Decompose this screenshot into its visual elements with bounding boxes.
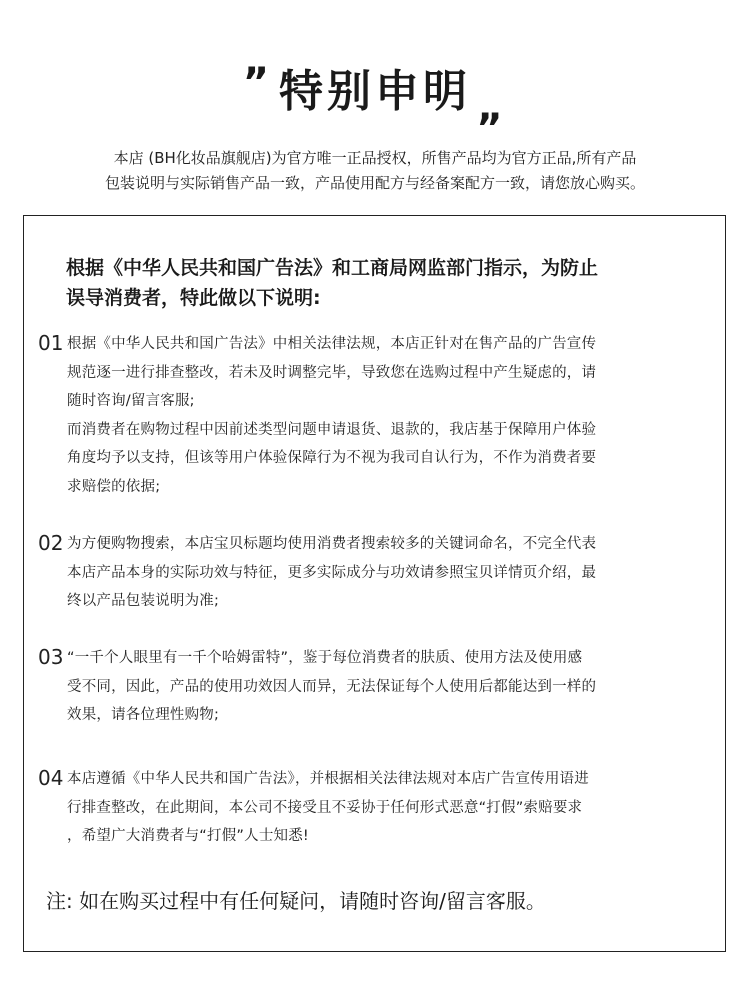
section-line: 效果，请各位理性购物; (67, 707, 220, 723)
section-line: 本店产品本身的实际功效与特征，更多实际成分与功效请参照宝贝详情页介绍，最 (67, 564, 597, 581)
section-number: 02 (38, 531, 64, 555)
section-04 (38, 765, 698, 851)
page-title (0, 48, 750, 142)
section-line: ，希望广大消费者与“打假”人士知悉! (67, 828, 309, 844)
section-line: 而消费者在购物过程中因前述类型问题申请退货、退款的，我店基于保障用户体验 (67, 421, 597, 438)
section-number: 03 (38, 645, 64, 669)
section-body (67, 644, 698, 730)
section-01 (38, 330, 698, 501)
footer-note: 注: 如在购买过程中有任何疑问，请随时咨询/留言客服。 (46, 889, 546, 913)
heading-line: 根据《中华人民共和国广告法》和工商局网监部门指示，为防止 (66, 257, 599, 279)
section-number: 04 (38, 766, 64, 790)
section-line: 求赔偿的依据; (67, 478, 161, 495)
section-line: 终以产品包装说明为准; (67, 593, 220, 609)
section-03 (38, 644, 698, 730)
section-line: 规范逐一进行排查整改，若未及时调整完毕，导致您在选购过程中产生疑虑的，请 (67, 364, 597, 381)
intro-line: 本店 (BH化妆品旗舰店)为官方唯一正品授权，所售产品均为官方正品,所有产品 (113, 149, 637, 167)
section-line: 为方便购物搜索，本店宝贝标题均使用消费者搜索较多的关键词命名，不完全代表 (67, 536, 597, 552)
statement-heading (66, 253, 706, 313)
section-body (67, 530, 698, 616)
intro-line: 包装说明与实际销售产品一致，产品使用配方与经备案配方一致，请您放心购买。 (104, 174, 645, 192)
intro-statement (40, 146, 710, 196)
section-line: 受不同，因此，产品的使用功效因人而异，无法保证每个人使用后都能达到一样的 (67, 678, 597, 695)
heading-line: 误导消费者，特此做以下说明: (66, 287, 321, 309)
section-body (67, 765, 698, 851)
section-line: “一千个人眼里有一千个哈姆雷特”，鉴于每位消费者的肤质、使用方法及使用感 (67, 650, 583, 666)
title-close-quote: „ (477, 84, 508, 130)
title-text: 特别申明 (279, 66, 471, 117)
section-line: 根据《中华人民共和国广告法》中相关法律法规，本店正针对在售产品的广告宣传 (67, 336, 597, 352)
section-number: 01 (38, 331, 64, 355)
section-line: 行排查整改，在此期间，本公司不接受且不妥协于任何形式恶意“打假”索赔要求 (67, 799, 583, 816)
title-open-quote: ” (242, 60, 273, 106)
section-line: 本店遵循《中华人民共和国广告法》，并根据相关法律法规对本店广告宣传用语进 (67, 771, 589, 787)
section-line: 角度均予以支持，但该等用户体验保障行为不视为我司自认行为，不作为消费者要 (67, 450, 597, 466)
section-line: 随时咨询/留言客服; (67, 393, 195, 409)
section-02 (38, 530, 698, 616)
section-body (67, 330, 698, 501)
